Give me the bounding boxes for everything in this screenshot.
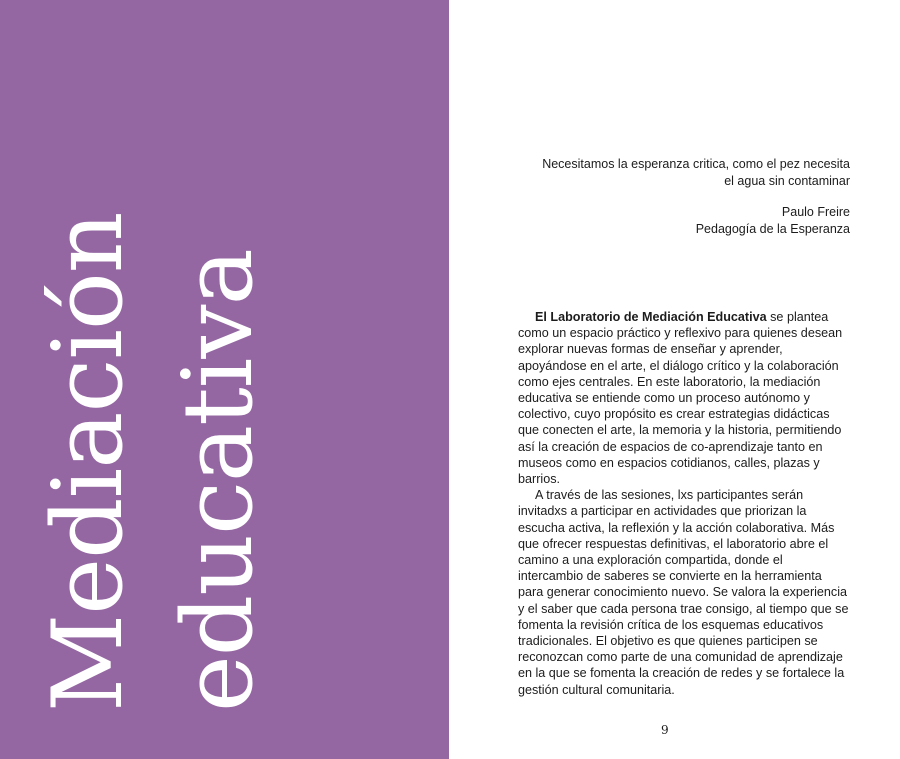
epigraph-author: Paulo Freire: [781, 205, 850, 219]
body-text: [518, 309, 850, 698]
title-line-1: Mediación: [32, 212, 144, 712]
right-page: [449, 0, 900, 759]
epigraph-quote: Necesitamos la esperanza critica, como el pez necesita el agua sin contaminar: [542, 157, 850, 188]
epigraph: [530, 156, 850, 238]
paragraph-1-bold-lead: El Laboratorio de Mediación Educativa: [535, 310, 767, 324]
title-line-2: educativa: [162, 249, 274, 712]
epigraph-work: Pedagogía de la Esperanza: [695, 222, 850, 236]
paragraph-2: A través de las sesiones, lxs participantes serán invitadxs a participar en actividades que priorizan la escucha activa, la reflexión y la acción colaborativa. Más que ofrecer respuestas definitivas, el laboratorio abre el camino a una exploración compartida, donde el intercambio de saberes se convierte en la herramienta para generar conocimiento nuevo. Se valora la experiencia y el saber que cada persona trae consigo, al tiempo que se fomenta la revisión crítica de los esquemas educativos tradicionales. El objetivo es que quienes participen se reconozcan como parte de una comunidad de aprendizaje en la que se fomenta la creación de redes y se fortalece la gestión cultural comunitaria.: [518, 488, 849, 697]
paragraph-1-text: se plantea como un espacio práctico y reflexivo para quienes desean explorar nuevas formas de enseñar y aprender, apoyándose en el arte, el diálogo crítico y la colaboración como ejes centrales. En este laboratorio, la mediación educativa se entiende como un proceso autónomo y colectivo, cuyo propósito es crear estrategias didácticas que conecten el arte, la memoria y la historia, permitiendo así la creación de espacios de co-aprendizaje tanto en museos como en espacios cotidianos, calles, plazas y barrios.: [518, 310, 843, 487]
paragraph-1: [518, 309, 850, 487]
left-page-purple: [0, 0, 449, 759]
page-number: 9: [661, 723, 669, 737]
